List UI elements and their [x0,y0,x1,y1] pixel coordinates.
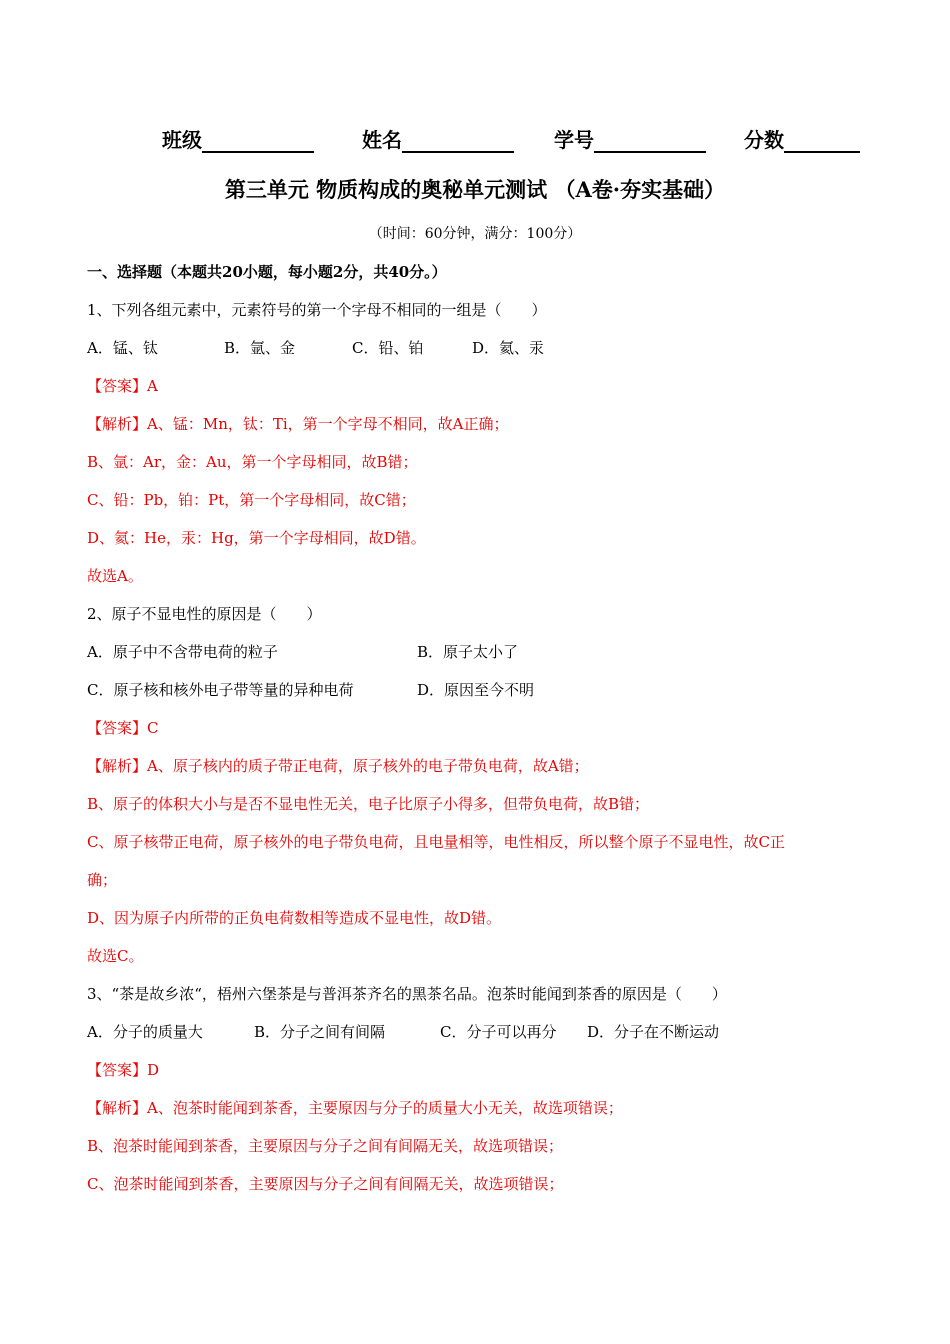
page-subtitle: （时间：60分钟，满分：100分） [368,226,582,242]
q1-answer: 【答案】A [87,377,158,395]
name-label: 姓名 [362,128,402,152]
q1-options [87,338,867,358]
id-label: 学号 [554,128,594,152]
q1-stem: 1、下列各组元素中，元素符号的第一个字母不相同的一组是（ ） [87,301,547,319]
q2-conclusion: 故选C。 [87,947,144,965]
q1-option-b[interactable]: B．氩、金 [224,339,296,357]
q3-options [87,1022,867,1042]
q3-option-b[interactable]: B．分子之间有间隔 [254,1023,386,1041]
class-blank[interactable] [202,129,314,153]
q3-option-c[interactable]: C．分子可以再分 [440,1023,557,1041]
q2-stem: 2、原子不显电性的原因是（ ） [87,605,322,623]
score-field [744,127,860,153]
q2-options-row2 [87,680,867,700]
q1-analysis-line: C、铅：Pb，铂：Pt，第一个字母相同，故C错； [87,491,416,509]
q2-analysis-line: 确； [87,871,118,889]
q1-analysis-line: 【解析】A、锰：Mn，钛：Ti，第一个字母不相同，故A正确； [87,415,509,433]
q1-analysis-line: D、氦：He，汞：Hg，第一个字母相同，故D错。 [87,529,426,547]
q3-analysis-line: B、泡茶时能闻到茶香，主要原因与分子之间有间隔无关，故选项错误； [87,1137,564,1155]
q2-option-d[interactable]: D．原因至今不明 [417,681,535,699]
section-heading: 一、选择题（本题共20小题，每小题2分，共40分。） [87,263,447,281]
q3-analysis-line: 【解析】A、泡茶时能闻到茶香，主要原因与分子的质量大小无关，故选项错误； [87,1099,623,1117]
q2-option-a[interactable]: A．原子中不含带电荷的粒子 [87,643,278,661]
page-title: 第三单元 物质构成的奥秘单元测试 （A卷·夯实基础） [224,177,726,202]
q1-analysis-line: B、氩：Ar，金：Au，第一个字母相同，故B错； [87,453,418,471]
q1-option-d[interactable]: D．氦、汞 [472,339,545,357]
q2-analysis-line: D、因为原子内所带的正负电荷数相等造成不显电性，故D错。 [87,909,502,927]
q1-option-a[interactable]: A．锰、钛 [87,339,158,357]
class-label: 班级 [162,128,202,152]
q3-option-d[interactable]: D．分子在不断运动 [587,1023,720,1041]
q2-analysis-line: 【解析】A、原子核内的质子带正电荷，原子核外的电子带负电荷，故A错； [87,757,589,775]
q3-stem: 3、“茶是故乡浓“，梧州六堡茶是与普洱茶齐名的黑茶名品。泡茶时能闻到茶香的原因是（ ） [87,985,727,1003]
q2-option-c[interactable]: C．原子核和核外电子带等量的异种电荷 [87,681,354,699]
id-field [554,127,706,153]
q3-analysis-line: C、泡茶时能闻到茶香，主要原因与分子之间有间隔无关，故选项错误； [87,1175,564,1193]
score-label: 分数 [744,128,784,152]
q2-analysis-line: B、原子的体积大小与是否不显电性无关，电子比原子小得多，但带负电荷，故B错； [87,795,650,813]
q2-answer: 【答案】C [87,719,159,737]
q1-option-c[interactable]: C．铅、铂 [352,339,424,357]
score-blank[interactable] [784,129,860,153]
q2-options-row1 [87,642,867,662]
name-blank[interactable] [402,129,514,153]
q3-answer: 【答案】D [87,1061,160,1079]
q2-option-b[interactable]: B．原子太小了 [417,643,519,661]
q3-option-a[interactable]: A．分子的质量大 [87,1023,203,1041]
id-blank[interactable] [594,129,706,153]
name-field [362,127,514,153]
class-field [162,127,314,153]
q2-analysis-line: C、原子核带正电荷，原子核外的电子带负电荷，且电量相等，电性相反，所以整个原子不显电性，故C正 [87,833,785,851]
q1-conclusion: 故选A。 [87,567,143,585]
